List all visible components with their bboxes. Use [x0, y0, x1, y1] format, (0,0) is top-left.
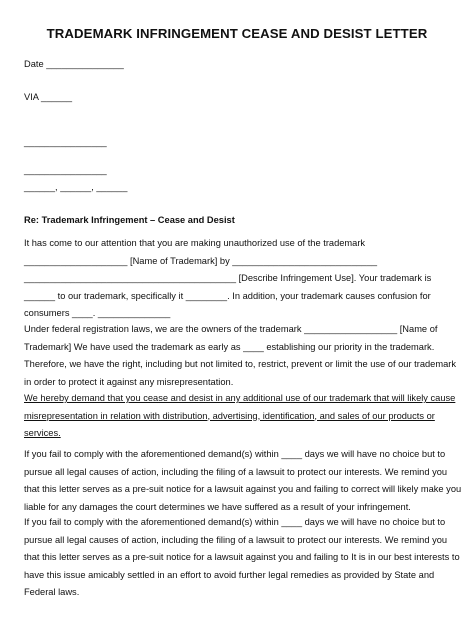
text-line: have this issue amicably settled in an effort to avoid further legal remedies as provided by State and — [24, 569, 435, 580]
via-line: VIA ______ — [24, 92, 73, 102]
text-line: Trademark] We have used the trademark as early as ____ establishing our priority in the trademark. — [24, 341, 435, 352]
text-line: We hereby demand that you cease and desist in any additional use of our trademark that will likely cause — [24, 393, 456, 403]
text-line: in order to protect it against any misrepresentation. — [24, 376, 234, 387]
date-line: Date _______________ — [24, 59, 124, 69]
text-line: that this letter serves as a pre-suit notice for a lawsuit against you and failing to correct will likely make you — [24, 484, 462, 494]
text-line: misrepresentation in relation with distribution, advertising, identification, and sales of our products or — [24, 410, 435, 421]
text-line: Therefore, we have the right, including but not limited to, restrict, prevent or limit the use of our trademark — [24, 359, 456, 369]
text-line: Under federal registration laws, we are the owners of the trademark __________________ [Name of — [24, 324, 438, 334]
letter-title: TRADEMARK INFRINGEMENT CEASE AND DESIST LETTER — [46, 26, 428, 41]
paragraph-ownership — [24, 321, 454, 391]
paragraph-consequences — [24, 446, 462, 516]
text-line: pursue all legal causes of action, including the filing of a lawsuit to protect our interests. We remind you — [24, 534, 448, 545]
text-line: consumers ____. ______________ — [24, 308, 171, 318]
text-line: services. — [24, 428, 61, 438]
subject-line: Re: Trademark Infringement – Cease and Desist — [24, 215, 235, 225]
paragraph-final-notice — [24, 514, 460, 602]
text-line: ______ to our trademark, specifically it ________. In addition, your trademark causes confusion for — [24, 290, 431, 301]
text-line: ____________________ [Name of Trademark] by ____________________________ — [24, 255, 378, 266]
text-line: pursue all legal causes of action, including the filing of a lawsuit to protect our interests. We remind you — [24, 466, 448, 477]
text-line: If you fail to comply with the aforementioned demand(s) within ____ days we will have no choice but to — [24, 517, 446, 527]
text-line: _________________________________________ [Describe Infringement Use]. Your trademark is — [24, 273, 432, 283]
text-line: liable for any damages the court determines we have suffered as a result of your infringement. — [24, 501, 411, 512]
paragraph-intro — [24, 235, 454, 323]
text-line: If you fail to comply with the aforementioned demand(s) within ____ days we will have no choice but to — [24, 449, 446, 459]
address-line-2: ________________ — [24, 165, 107, 175]
address-line-3: ______, ______, ______ — [24, 182, 128, 192]
paragraph-demand — [24, 390, 454, 443]
text-line: Federal laws. — [24, 587, 80, 597]
address-line-1: ________________ — [24, 137, 107, 147]
text-line: that this letter serves as a pre-suit notice for a lawsuit against you and failing to It is in our best interests to — [24, 552, 460, 562]
text-line: It has come to our attention that you are making unauthorized use of the trademark — [24, 238, 366, 248]
